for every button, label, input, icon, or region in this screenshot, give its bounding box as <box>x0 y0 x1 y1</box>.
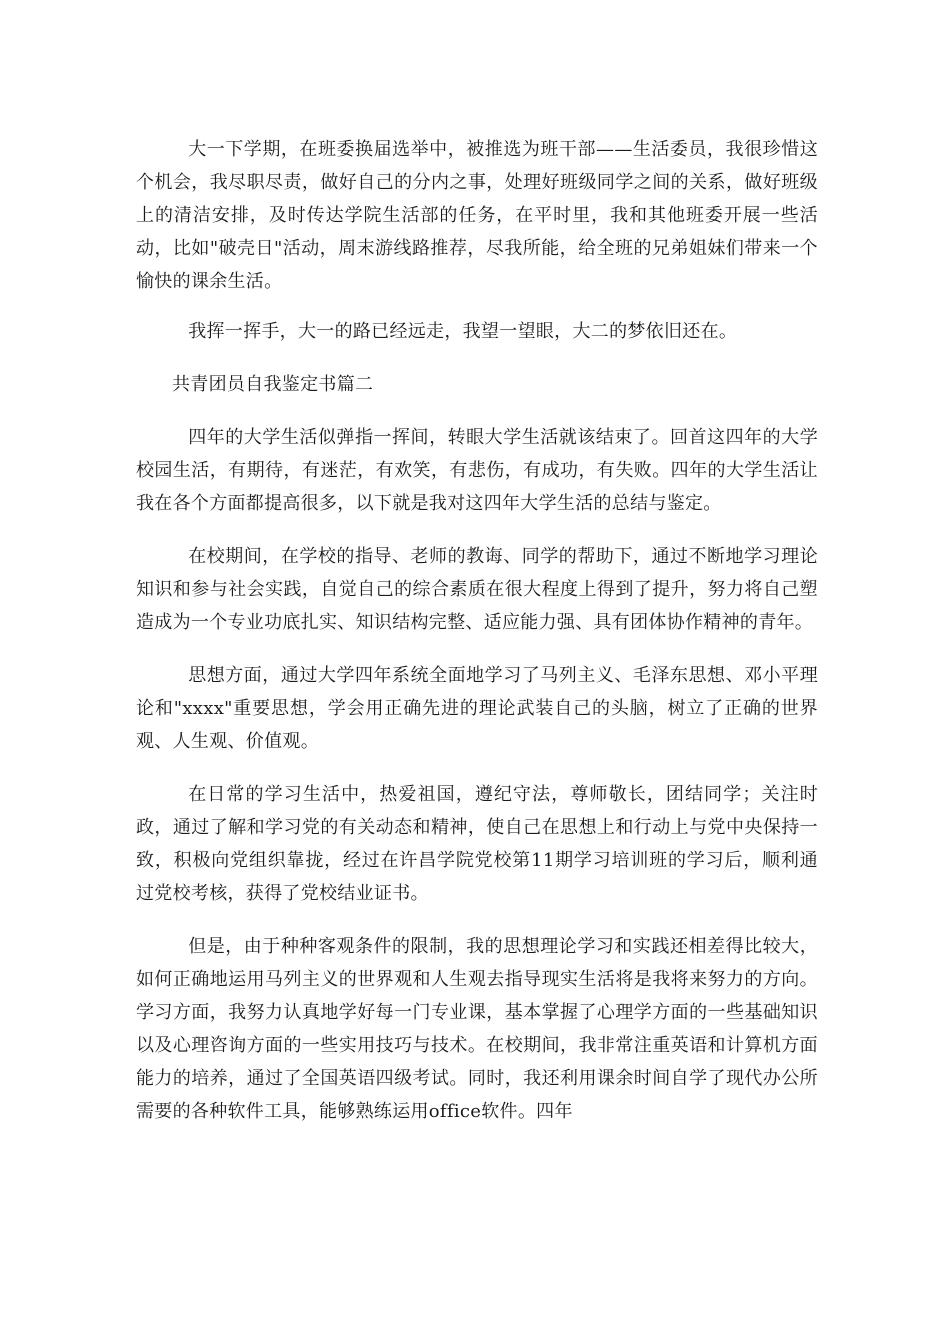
paragraph-study: 但是，由于种种客观条件的限制，我的思想理论学习和实践还相差得比较大，如何正确地运用马列主义的世界观和人生观去指导现实生活将是我将来努力的方向。学习方面，我努力认真地学好每一门专业课，基本掌握了心理学方面的一些基础知识以及心理咨询方面的一些实用技巧与技术。在校期间，我非常注重英语和计算机方面能力的培养，通过了全国英语四级考试。同时，我还利用课余时间自学了现代办公所需要的各种软件工具，能够熟练运用office软件。四年 <box>136 936 818 1122</box>
document-body <box>136 133 818 1148</box>
paragraph-ideology: 思想方面，通过大学四年系统全面地学习了马列主义、毛泽东思想、邓小平理论和"xxxx"重要思想，学会用正确先进的理论武装自己的头脑，树立了正确的世界观、人生观、价值观。 <box>136 665 818 752</box>
paragraph-daily-life: 在日常的学习生活中，热爱祖国，遵纪守法，尊师敬长，团结同学；关注时政，通过了解和学习党的有关动态和精神，使自己在思想上和行动上与党中央保持一致，积极向党组织靠拢，经过在许昌学院党校第11期学习培训班的学习后，顺利通过党校考核，获得了党校结业证书。 <box>136 784 818 904</box>
paragraph-four-years: 四年的大学生活似弹指一挥间，转眼大学生活就该结束了。回首这四年的大学校园生活，有期待，有迷茫，有欢笑，有悲伤，有成功，有失败。四年的大学生活让我在各个方面都提高很多，以下就是我对这四年大学生活的总结与鉴定。 <box>136 427 818 514</box>
paragraph-class-committee: 大一下学期，在班委换届选举中，被推选为班干部——生活委员，我很珍惜这个机会，我尽职尽责，做好自己的分内之事，处理好班级同学之间的关系，做好班级上的清洁安排，及时传达学院生活部的任务，在平时里，我和其他班委开展一些活动，比如"破壳日"活动，周末游线路推荐，尽我所能，给全班的兄弟姐妹们带来一个愉快的课余生活。 <box>136 139 818 292</box>
paragraph-farewell: 我挥一挥手，大一的路已经远走，我望一望眼，大二的梦依旧还在。 <box>188 321 738 342</box>
section-title: 共青团员自我鉴定书篇二 <box>172 374 374 395</box>
paragraph-school-period: 在校期间，在学校的指导、老师的教诲、同学的帮助下，通过不断地学习理论知识和参与社会实践，自觉自己的综合素质在很大程度上得到了提升，努力将自己塑造成为一个专业功底扎实、知识结构完整、适应能力强、具有团体协作精神的青年。 <box>136 546 818 633</box>
